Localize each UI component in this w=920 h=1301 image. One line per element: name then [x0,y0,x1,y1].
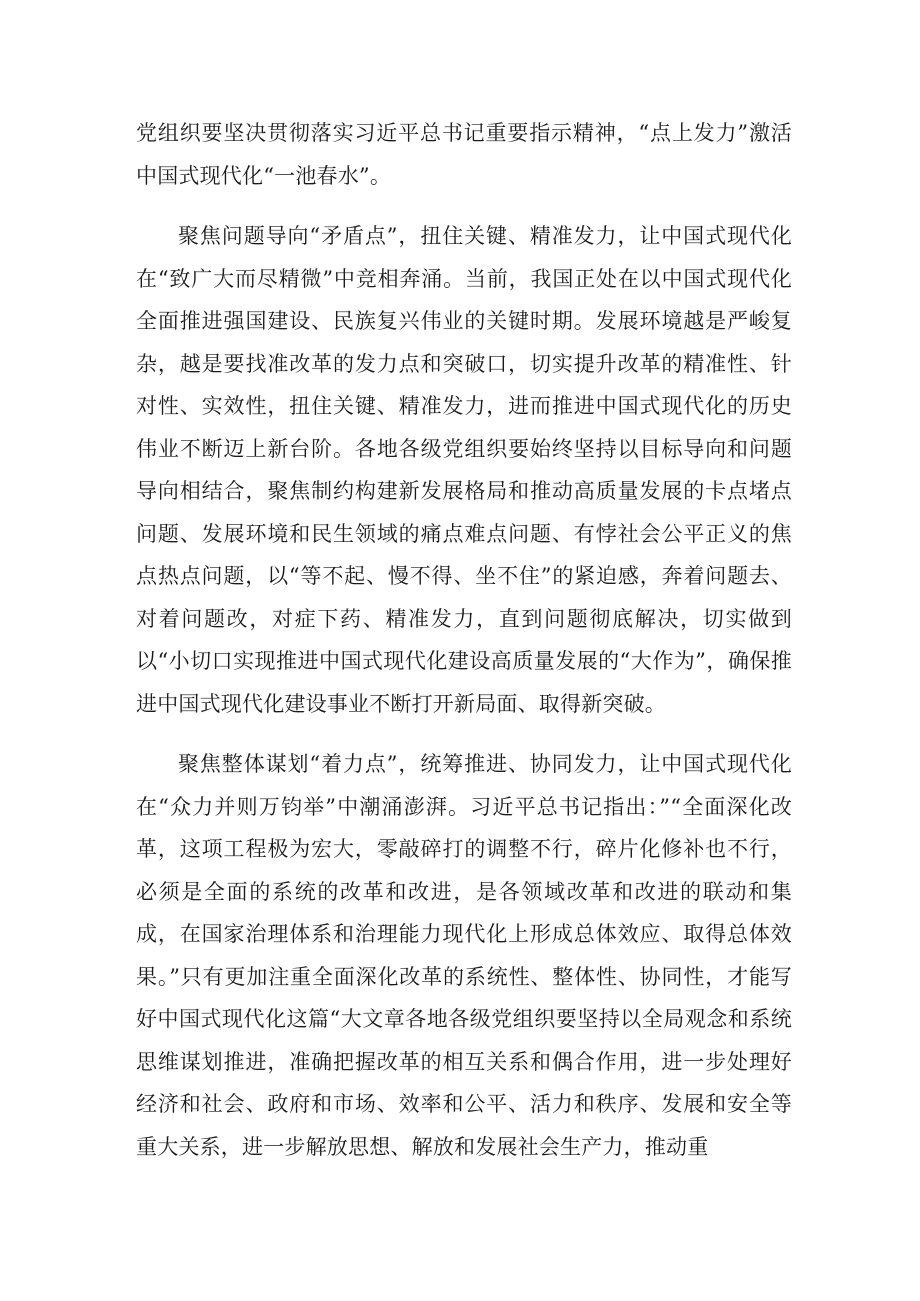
document-page [136,112,792,1168]
paragraph-overall-planning: 聚焦整体谋划“着力点”，统筹推进、协同发力，让中国式现代化在“众力并则万钧举”中潮涌澎湃。习近平总书记指出：”“全面深化改革，这项工程极为宏大，零敲碎打的调整不行，碎片化修补也不行，必须是全面的系统的改革和改进，是各领域改革和改进的联动和集成，在国家治理体系和治理能力现代化上形成总体效应、取得总体效果。”只有更加注重全面深化改革的系统性、整体性、协同性，才能写好中国式现代化这篇“大文章各地各级党组织要坚持以全局观念和系统思维谋划推进，准确把握改革的相互关系和偶合作用，进一步处理好经济和社会、政府和市场、效率和公平、活力和秩序、发展和安全等重大关系，进一步解放思想、解放和发展社会生产力，推动重 [136,752,792,1159]
paragraph-problem-orientation: 聚焦问题导向“矛盾点”，扭住关键、精准发力，让中国式现代化在“致广大而尽精微”中竞相奔涌。当前，我国正处在以中国式现代化全面推进强国建设、民族复兴伟业的关键时期。发展环境越是严峻复杂，越是要找准改革的发力点和突破口，切实提升改革的精准性、针对性、实效性，扭住关键、精准发力，进而推进中国式现代化的历史伟业不断迈上新台阶。各地各级党组织要始终坚持以目标导向和问题导向相结合，聚焦制约构建新发展格局和推动高质量发展的卡点堵点问题、发展环境和民生领域的痛点难点问题、有悖社会公平正义的焦点热点问题，以“等不起、慢不得、坐不住”的紧迫感，奔着问题去、对着问题改，对症下药、精准发力，直到问题彻底解决，切实做到以“小切口实现推进中国式现代化建设高质量发展的“大作为”，确保推进中国式现代化建设事业不断打开新局面、取得新突破。 [136,224,792,716]
paragraph-continued: 党组织要坚决贯彻落实习近平总书记重要指示精神，“点上发力”激活中国式现代化“一池春水”。 [136,121,792,188]
